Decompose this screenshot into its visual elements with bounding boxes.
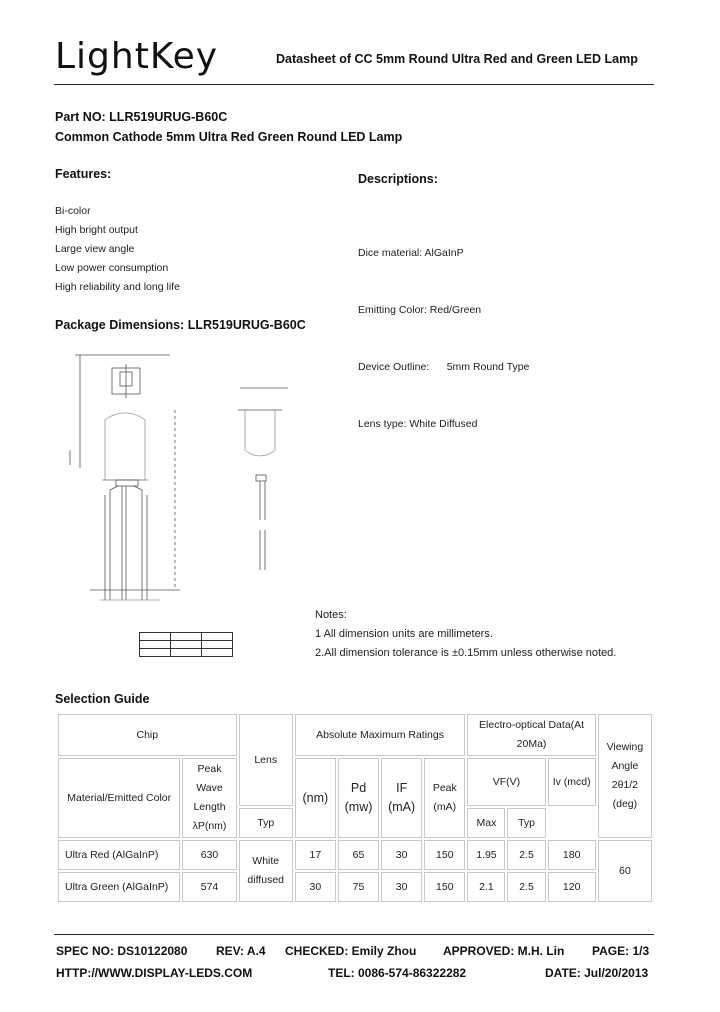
header-viewing: Viewing Angle 2θ1/2 (deg) [598,714,652,838]
footer-divider [54,934,654,935]
notes-block [315,606,616,663]
row-green-iv-typ: 120 [548,872,596,902]
footer-tel: TEL: 0086-574-86322282 [328,966,467,980]
row-red-if: 30 [381,840,422,870]
feature-item: High reliability and long life [55,281,180,293]
row-green-nm: 30 [295,872,336,902]
header-material: Material/Emitted Color [58,758,180,838]
header-abs-max: Absolute Maximum Ratings [295,714,466,756]
row-red-material: Ultra Red (AlGaInP) [58,840,180,870]
header-peak-label: Peak [432,782,457,794]
row-green-vf-typ: 2.1 [467,872,505,902]
row-green-vf-max: 2.5 [507,872,545,902]
selection-guide-table [56,712,654,904]
footer-url[interactable]: HTTP://WWW.DISPLAY-LEDS.COM [56,966,253,980]
part-number: Part NO: LLR519URUG-B60C [55,110,228,124]
descriptions-list [358,206,529,453]
feature-item: Large view angle [55,243,135,255]
document-title: Datasheet of CC 5mm Round Ultra Red and Green LED Lamp [276,52,638,66]
header-peak [424,758,465,838]
footer-approved: APPROVED: M.H. Lin [443,944,565,958]
footer-date: DATE: Jul/20/2013 [545,966,649,980]
header-if [381,758,422,838]
selection-heading: Selection Guide [55,692,150,706]
descriptions-heading: Descriptions: [358,172,438,186]
company-logo: LightKey [55,36,219,77]
row-red-wavelength: 630 [182,840,236,870]
viewing-value: 60 [598,840,652,902]
footer-page: PAGE: 1/3 [592,944,650,958]
header-peak-unit: (mA) [433,801,457,813]
header-iv-typ: Typ [507,808,545,838]
row-green-material: Ultra Green (AlGaInP) [58,872,180,902]
header-lens: Lens [239,714,293,806]
header-divider [54,84,654,85]
description-item: Emitting Color: Red/Green [358,304,482,316]
description-item: Device Outline: 5mm Round Type [358,361,530,373]
description-item: Dice material: AlGaInP [358,247,464,259]
header-electro: Electro-optical Data(At 20Ma) [467,714,595,756]
row-red-vf-typ: 1.95 [467,840,505,870]
footer-spec-no: SPEC NO: DS10122080 [56,944,188,958]
header-peak-wave: Peak Wave Length λP(nm) [182,758,236,838]
note-item: 1 All dimension units are millimeters. [315,628,493,640]
row-green-if: 30 [381,872,422,902]
note-item: 2.All dimension tolerance is ±0.15mm unless otherwise noted. [315,647,617,659]
part-subtitle: Common Cathode 5mm Ultra Red Green Round LED Lamp [55,130,403,144]
package-heading: Package Dimensions: LLR519URUG-B60C [55,318,306,332]
row-red-nm: 17 [295,840,336,870]
row-red-vf-max: 2.5 [507,840,545,870]
header-pd [338,758,379,838]
row-red-pd: 65 [338,840,379,870]
features-list [55,202,180,297]
row-green-pd: 75 [338,872,379,902]
header-nm: (nm) [295,758,336,838]
description-item: Lens type: White Diffused [358,418,478,430]
row-red-peak: 150 [424,840,465,870]
feature-item: High bright output [55,224,138,236]
row-green-wavelength: 574 [182,872,236,902]
header-pd-label: Pd [350,781,367,795]
header-if-unit: (mA) [388,800,416,814]
features-heading: Features: [55,167,112,181]
footer-rev: REV: A.4 [216,944,266,958]
package-drawing [60,350,310,610]
header-iv: Iv (mcd) [548,758,596,806]
row-red-iv-typ: 180 [548,840,596,870]
row-green-peak: 150 [424,872,465,902]
drawing-legend-table [139,632,233,657]
header-chip: Chip [58,714,237,756]
feature-item: Low power consumption [55,262,169,274]
header-vf: VF(V) [467,758,545,806]
header-vf-max: Max [467,808,505,838]
feature-item: Bi-color [55,205,91,217]
notes-title: Notes: [315,609,347,621]
header-pd-unit: (mw) [344,800,373,814]
footer-checked: CHECKED: Emily Zhou [285,944,417,958]
header-vf-typ: Typ [239,808,293,838]
lens-value: White diffused [239,840,293,902]
header-if-label: IF [396,781,408,795]
